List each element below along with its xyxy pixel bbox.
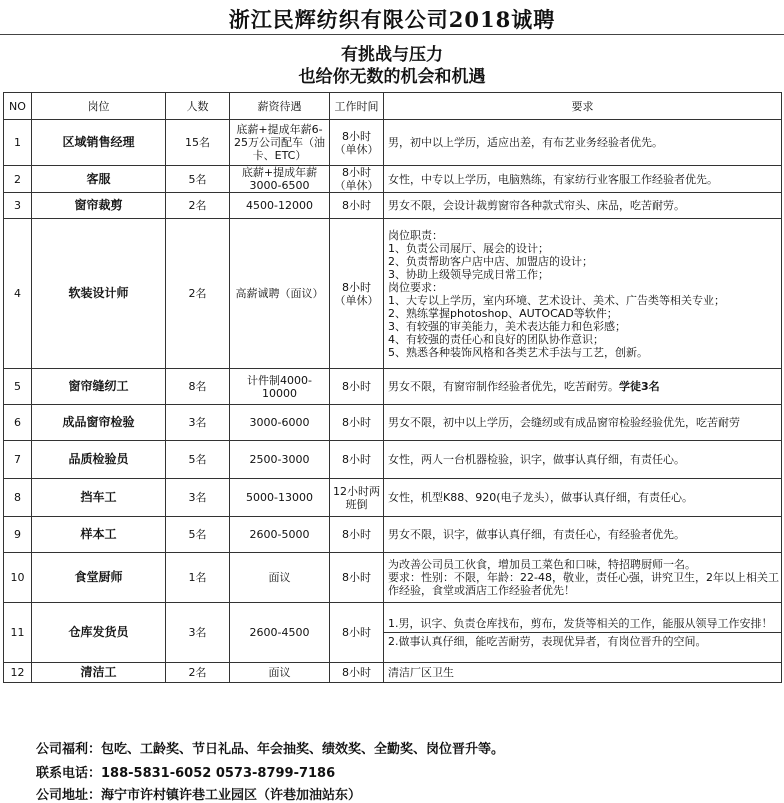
row-position: 窗帘裁剪	[32, 193, 166, 219]
row-salary: 5000-13000	[230, 479, 330, 517]
table-row	[4, 603, 782, 663]
job-table	[3, 92, 782, 683]
table-row	[4, 369, 782, 405]
row-hours: 8小时	[330, 663, 384, 683]
requirement-line-2: 2.做事认真仔细，能吃苦耐劳，表现优异者，有岗位晋升的空间。	[384, 632, 781, 648]
row-salary: 4500-12000	[230, 193, 330, 219]
row-requirements	[384, 517, 782, 553]
page-title: 浙江民辉纺织有限公司2018诚聘	[228, 7, 556, 32]
row-salary: 计件制4000-10000	[230, 369, 330, 405]
table-row	[4, 553, 782, 603]
row-hours: 8小时	[330, 517, 384, 553]
row-hours: 8小时	[330, 553, 384, 603]
row-position: 成品窗帘检验	[32, 405, 166, 441]
row-no: 6	[4, 405, 32, 441]
table-row	[4, 663, 782, 683]
requirement-line: 3、有较强的审美能力，美术表达能力和色彩感；	[388, 319, 626, 333]
table-row	[4, 441, 782, 479]
table-row	[4, 166, 782, 193]
slogan-line-2: 也给你无数的机会和机遇	[298, 67, 486, 87]
requirement-line: 4、有较强的责任心和良好的团队协作意识；	[388, 332, 604, 346]
requirement-line: 岗位职责：	[388, 228, 443, 242]
row-requirements	[384, 405, 782, 441]
row-count: 5名	[166, 166, 230, 193]
col-header-requirements: 要求	[384, 93, 782, 120]
row-position: 清洁工	[32, 663, 166, 683]
row-count: 15名	[166, 120, 230, 166]
requirement-line: 1、大专以上学历，室内环境、艺术设计、美术、广告类等相关专业；	[388, 293, 725, 307]
row-no: 2	[4, 166, 32, 193]
row-requirements	[384, 663, 782, 683]
row-salary: 底薪+提成年薪6-25万公司配车（油卡、ETC）	[230, 120, 330, 166]
row-hours: 8小时	[330, 441, 384, 479]
row-requirements	[384, 369, 782, 405]
row-no: 3	[4, 193, 32, 219]
row-position: 品质检验员	[32, 441, 166, 479]
slogan-line-1: 有挑战与压力	[341, 45, 443, 65]
table-row	[4, 193, 782, 219]
row-no: 4	[4, 219, 32, 369]
row-position: 窗帘缝纫工	[32, 369, 166, 405]
row-salary: 高薪诚聘（面议）	[230, 219, 330, 369]
col-header-position: 岗位	[32, 93, 166, 120]
requirement-line: 2、熟练掌握photoshop、AUTOCAD等软件；	[388, 306, 618, 320]
row-no: 11	[4, 603, 32, 663]
row-count: 8名	[166, 369, 230, 405]
col-header-no: NO	[4, 93, 32, 120]
row-position: 食堂厨师	[32, 553, 166, 603]
row-salary: 面议	[230, 553, 330, 603]
requirement-line: 1、负责公司展厅、展会的设计；	[388, 241, 549, 255]
title-divider	[0, 34, 784, 35]
row-position: 仓库发货员	[32, 603, 166, 663]
address-line: 公司地址：海宁市许村镇许巷工业园区（许巷加油站东）	[36, 788, 362, 803]
requirement-line: 男女不限，初中以上学历，会缝纫或有成品窗帘检验经验优先，吃苦耐劳	[388, 416, 740, 429]
requirement-highlight: 学徒3名	[619, 380, 660, 393]
requirement-line: 岗位要求：	[388, 280, 443, 294]
row-salary: 面议	[230, 663, 330, 683]
row-hours: 8小时	[330, 369, 384, 405]
row-count: 3名	[166, 479, 230, 517]
row-count: 5名	[166, 517, 230, 553]
row-requirements	[384, 441, 782, 479]
table-header-row	[4, 93, 782, 120]
row-salary: 2600-4500	[230, 603, 330, 663]
requirement-line: 5、熟悉各种装饰风格和各类艺术手法与工艺，创新。	[388, 345, 648, 359]
row-no: 7	[4, 441, 32, 479]
col-header-hours: 工作时间	[330, 93, 384, 120]
requirement-line: 清洁厂区卫生	[388, 666, 454, 679]
row-count: 2名	[166, 193, 230, 219]
requirement-line: 男女不限，会设计裁剪窗帘各种款式帘头、床品，吃苦耐劳。	[388, 199, 685, 212]
row-hours: 8小时（单休）	[330, 219, 384, 369]
phone-line: 联系电话：188-5831-6052 0573-8799-7186	[36, 766, 336, 781]
requirement-line: 女性，机型K88、920(电子龙头），做事认真仔细，有责任心。	[388, 491, 693, 504]
row-salary: 3000-6000	[230, 405, 330, 441]
row-count: 2名	[166, 219, 230, 369]
row-requirements	[384, 166, 782, 193]
row-requirements	[384, 603, 782, 663]
table-row	[4, 405, 782, 441]
row-count: 2名	[166, 663, 230, 683]
row-count: 3名	[166, 603, 230, 663]
row-hours: 8小时（单休）	[330, 166, 384, 193]
row-salary: 底薪+提成年薪3000-6500	[230, 166, 330, 193]
requirement-line: 3、协助上级领导完成日常工作；	[388, 267, 549, 281]
requirement-line: 1.男，识字、负责仓库找布，剪布，发货等相关的工作，能服从领导工作安排！	[388, 617, 773, 630]
requirement-line: 男女不限，有窗帘制作经验者优先，吃苦耐劳。	[388, 380, 619, 393]
requirement-line: 男女不限，识字，做事认真仔细，有责任心，有经验者优先。	[388, 528, 685, 541]
row-count: 5名	[166, 441, 230, 479]
col-header-count: 人数	[166, 93, 230, 120]
row-requirements	[384, 219, 782, 369]
row-requirements	[384, 193, 782, 219]
row-no: 9	[4, 517, 32, 553]
benefits-line: 公司福利：包吃、工龄奖、节日礼品、年会抽奖、绩效奖、全勤奖、岗位晋升等。	[36, 742, 505, 757]
row-requirements	[384, 479, 782, 517]
requirement-line: 为改善公司员工伙食，增加员工菜色和口味，特招聘厨师一名。	[388, 558, 696, 571]
requirement-line: 女性，两人一台机器检验，识字，做事认真仔细，有责任心。	[388, 453, 685, 466]
row-count: 3名	[166, 405, 230, 441]
row-count: 1名	[166, 553, 230, 603]
row-salary: 2600-5000	[230, 517, 330, 553]
row-position: 区域销售经理	[32, 120, 166, 166]
requirement-line: 男，初中以上学历，适应出差，有布艺业务经验者优先。	[388, 136, 663, 149]
row-position: 样本工	[32, 517, 166, 553]
row-requirements	[384, 120, 782, 166]
row-hours: 8小时（单休）	[330, 120, 384, 166]
table-body	[4, 120, 782, 683]
row-hours: 8小时	[330, 405, 384, 441]
requirement-line: 女性，中专以上学历，电脑熟练，有家纺行业客服工作经验者优先。	[388, 172, 718, 186]
row-position: 软装设计师	[32, 219, 166, 369]
row-no: 10	[4, 553, 32, 603]
row-no: 8	[4, 479, 32, 517]
requirement-line: 要求：性别：不限，年龄：22-48，敬业，责任心强，讲究卫生，2年以上相关工作经验，食堂或酒店工作经验者优先！	[388, 571, 779, 597]
row-requirements	[384, 553, 782, 603]
row-position: 客服	[32, 166, 166, 193]
row-no: 5	[4, 369, 32, 405]
row-no: 1	[4, 120, 32, 166]
col-header-salary: 薪资待遇	[230, 93, 330, 120]
table-row	[4, 517, 782, 553]
row-position: 挡车工	[32, 479, 166, 517]
row-hours: 12小时两班倒	[330, 479, 384, 517]
row-hours: 8小时	[330, 603, 384, 663]
row-no: 12	[4, 663, 32, 683]
table-row	[4, 479, 782, 517]
requirement-line: 2、负责帮助客户店中店、加盟店的设计；	[388, 254, 593, 268]
table-row	[4, 219, 782, 369]
row-salary: 2500-3000	[230, 441, 330, 479]
table-row	[4, 120, 782, 166]
row-hours: 8小时	[330, 193, 384, 219]
